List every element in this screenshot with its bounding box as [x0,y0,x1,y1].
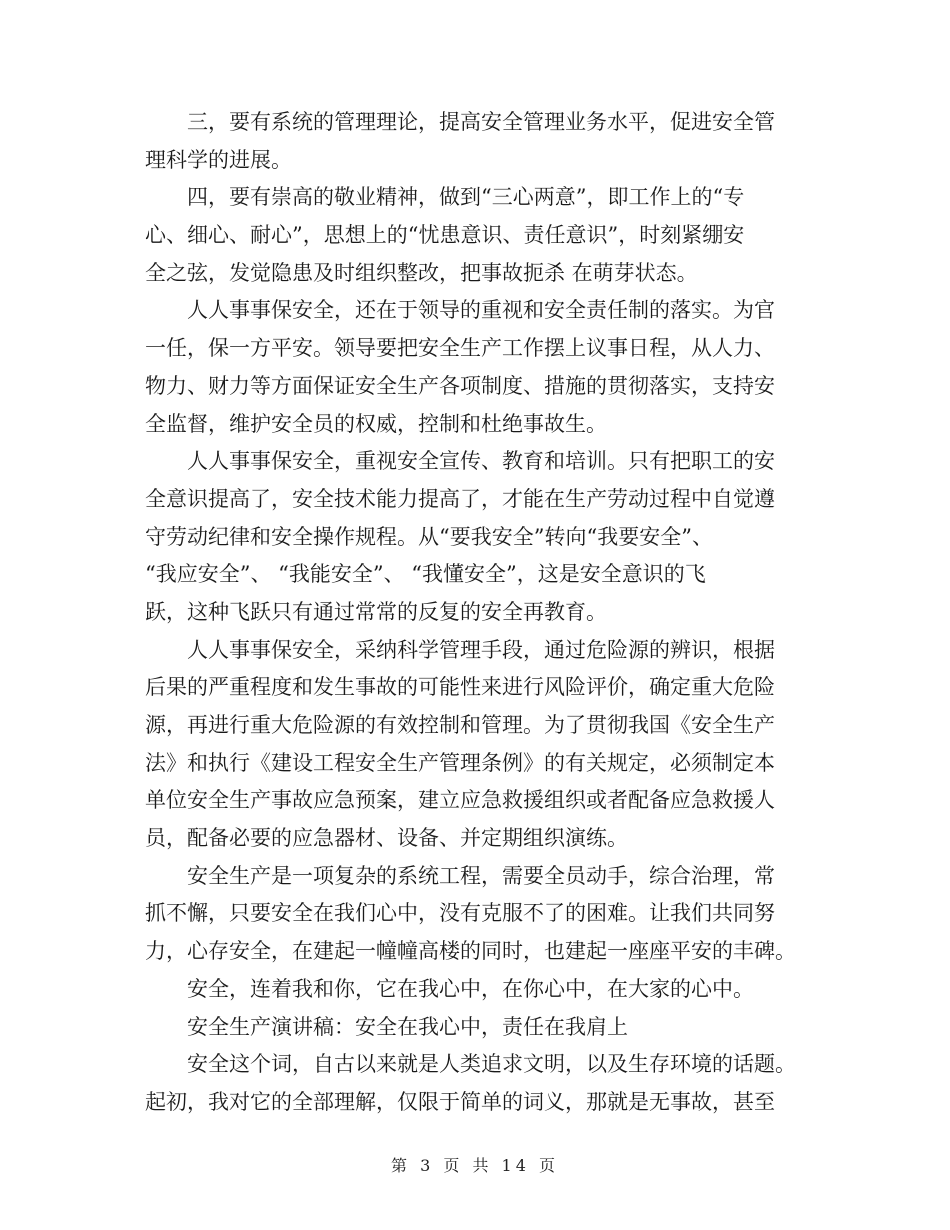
text-line: 理科学的进展。 [145,147,292,172]
text-line: 力，心存安全，在建起一幢幢高楼的同时，也建起一座座平安的丰碑。 [145,939,796,964]
text-line: 四，要有崇高的敬业精神，做到“三心两意”，即工作上的“专 [187,185,745,210]
text-line: 全之弦，发觉隐患及时组织整改，把事故扼杀 在萌芽状态。 [145,260,698,285]
document-body [145,104,805,1122]
text-line: 全意识提高了，安全技术能力提高了，才能在生产劳动过程中自觉遵 [145,486,775,511]
text-line: 安全生产演讲稿：安全在我心中，责任在我肩上 [187,1014,628,1039]
text-line: 安全，连着我和你，它在我心中，在你心中，在大家的心中。 [187,976,754,1001]
text-line: 物力、财力等方面保证安全生产各项制度、措施的贯彻落实，支持安 [145,373,775,398]
text-line: 人人事事保安全，还在于领导的重视和安全责任制的落实。为官 [187,298,775,323]
text-line: 人人事事保安全，重视安全宣传、教育和培训。只有把职工的安 [187,449,775,474]
text-line: 守劳动纪律和安全操作规程。从“要我安全”转向“我要安全”、 [145,524,713,549]
text-line: 单位安全生产事故应急预案，建立应急救援组织或者配备应急救援人 [145,788,775,813]
text-line: 一任，保一方平安。领导要把安全生产工作摆上议事日程，从人力、 [145,336,775,361]
page-footer: 第 3 页 共 14 页 [391,1156,559,1175]
text-line: 人人事事保安全，采纳科学管理手段，通过危险源的辨识，根据 [187,637,775,662]
text-line: 心、细心、耐心”，思想上的“忧患意识、责任意识”，时刻紧绷安 [145,223,745,248]
text-line: 起初，我对它的全部理解，仅限于简单的词义，那就是无事故，甚至 [145,1089,775,1114]
text-line: 三，要有系统的管理理论，提高安全管理业务水平，促进安全管 [187,110,775,134]
text-line: 跃，这种飞跃只有通过常常的反复的安全再教育。 [145,599,607,624]
text-line: “我应安全”、 “我能安全”、 “我懂安全”，这是安全意识的飞 [145,562,706,587]
text-line: 源，再进行重大危险源的有效控制和管理。为了贯彻我国《安全生产 [145,713,775,737]
text-line: 法》和执行《建设工程安全生产管理条例》的有关规定，必须制定本 [145,750,775,775]
text-line: 全监督，维护安全员的权威，控制和杜绝事故生。 [145,411,607,436]
text-line: 安全这个词，自古以来就是人类追求文明，以及生存环境的话题。 [187,1052,796,1077]
text-line: 后果的严重程度和发生事故的可能性来进行风险评价，确定重大危险 [145,675,775,700]
text-line: 员，配备必要的应急器材、设备、并定期组织演练。 [145,826,628,851]
text-line: 抓不懈，只要安全在我们心中，没有克服不了的困难。让我们共同努 [145,901,775,926]
text-line: 安全生产是一项复杂的系统工程，需要全员动手，综合治理，常 [187,863,775,888]
